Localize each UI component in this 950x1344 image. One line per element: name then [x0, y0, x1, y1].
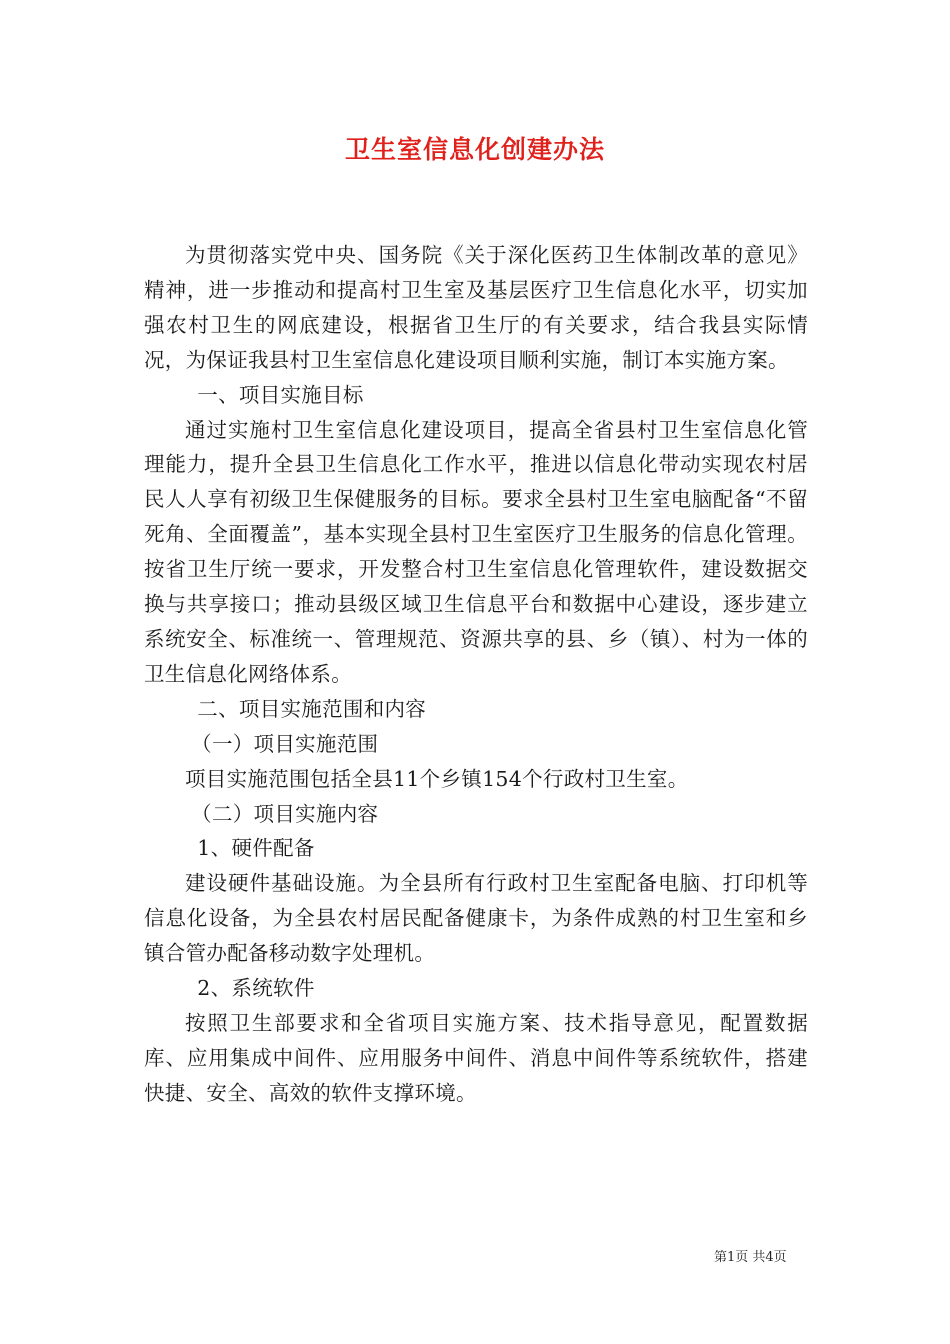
hardware-paragraph: 建设硬件基础设施。为全县所有行政村卫生室配备电脑、打印机等信息化设备，为全县农村居民配备健康卡，为条件成熟的村卫生室和乡镇合管办配备移动数字处理机。	[144, 871, 808, 966]
subheading-scope: （一）项目实施范围	[191, 731, 379, 756]
item-heading-hardware: 1、硬件配备	[197, 836, 315, 861]
item-heading-software: 2、系统软件	[197, 976, 315, 1001]
software-paragraph: 按照卫生部要求和全省项目实施方案、技术指导意见，配置数据库、应用集成中间件、应用服务中间件、消息中间件等系统软件，搭建快捷、安全、高效的软件支撑环境。	[144, 1010, 808, 1105]
intro-paragraph: 为贯彻落实党中央、国务院《关于深化医药卫生体制改革的意见》精神，进一步推动和提高村卫生室及基层医疗卫生信息化水平，切实加强农村卫生的网底建设，根据省卫生厅的有关要求，结合我县实际情况，为保证我县村卫生室信息化建设项目顺利实施，制订本实施方案。	[144, 243, 808, 372]
section-heading-goals: 一、项目实施目标	[197, 382, 364, 407]
goals-paragraph: 通过实施村卫生室信息化建设项目，提高全省县村卫生室信息化管理能力，提升全县卫生信息化工作水平，推进以信息化带动实现农村居民人人享有初级卫生保健服务的目标。要求全县村卫生室电脑配备“不留死角、全面覆盖”，基本实现全县村卫生室医疗卫生服务的信息化管理。按省卫生厅统一要求，开发整合村卫生室信息化管理软件，建设数据交换与共享接口；推动县级区域卫生信息平台和数据中心建设，逐步建立系统安全、标准统一、管理规范、资源共享的县、乡（镇）、村为一体的卫生信息化网络体系。	[144, 417, 808, 686]
page-number-footer: 第1页 共4页	[714, 1250, 787, 1265]
document-title: 卫生室信息化创建办法	[344, 135, 605, 164]
scope-paragraph: 项目实施范围包括全县11个乡镇154个行政村卫生室。	[185, 766, 689, 791]
subheading-content: （二）项目实施内容	[191, 801, 379, 826]
section-heading-scope-content: 二、项目实施范围和内容	[197, 696, 427, 721]
document-body	[144, 238, 808, 1111]
